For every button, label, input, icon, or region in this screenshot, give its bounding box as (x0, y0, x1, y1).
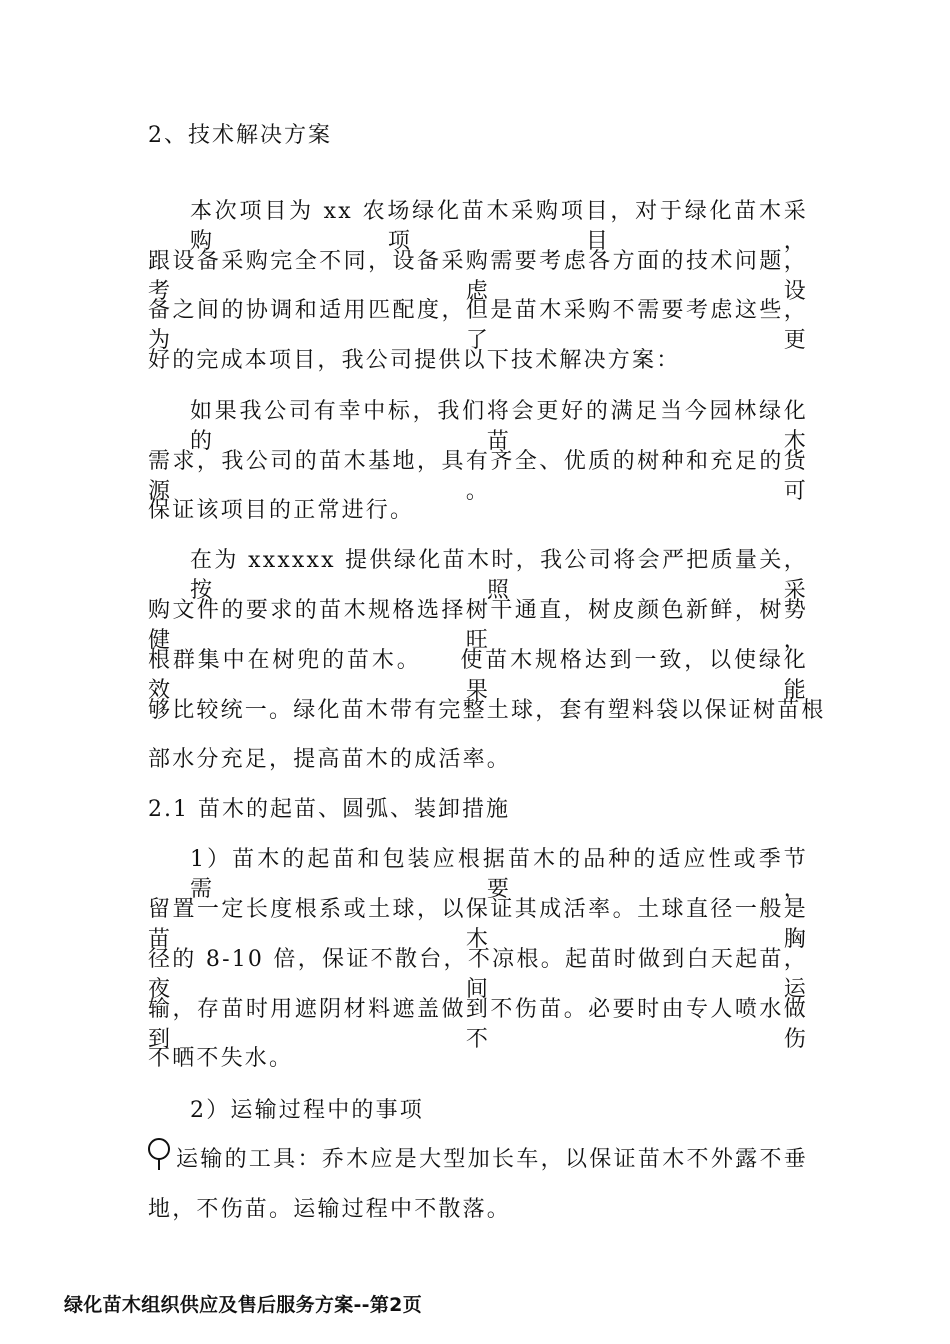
paragraph-1-line-2: 跟设备采购完全不同，设备采购需要考虑各方面的技术问题，考虑设 (148, 249, 808, 304)
item-2-line-2: 地，不伤苗。运输过程中不散落。 (148, 1197, 512, 1222)
item-2-line-1: 运输的工具：乔木应是大型加长车，以保证苗木不外露不垂 (176, 1147, 808, 1172)
paragraph-1-line-4: 好的完成本项目，我公司提供以下技术解决方案： (148, 348, 681, 373)
paragraph-2-line-1: 如果我公司有幸中标，我们将会更好的满足当今园林绿化的苗木 (190, 399, 808, 454)
paragraph-3-line-2: 购文件的要求的苗木规格选择树干通直，树皮颜色新鲜，树势健旺， (148, 598, 808, 653)
paragraph-1-line-1: 本次项目为 xx 农场绿化苗木采购项目，对于绿化苗木采购项目， (190, 199, 808, 254)
paragraph-3-line-4: 够比较统一。绿化苗木带有完整土球，套有塑料袋以保证树苗根 (148, 698, 826, 723)
item-1-line-2: 留置一定长度根系或土球，以保证其成活率。土球直径一般是苗木胸 (148, 897, 808, 952)
item-1-line-1: 1）苗木的起苗和包装应根据苗木的品种的适应性或季节需要， (190, 847, 808, 902)
circle-stem-bullet-icon (146, 1137, 172, 1171)
item-1-line-4: 输，存苗时用遮阴材料遮盖做到不伤苗。必要时由专人喷水做到不伤 (148, 997, 808, 1052)
paragraph-2-line-3: 保证该项目的正常进行。 (148, 498, 415, 523)
item-1-line-3: 径的 8-10 倍，保证不散台，不凉根。起苗时做到白天起苗，夜间运 (148, 947, 808, 1002)
paragraph-3-line-1: 在为 xxxxxx 提供绿化苗木时，我公司将会严把质量关，按照采 (190, 548, 808, 603)
item-2-heading: 2）运输过程中的事项 (190, 1098, 424, 1123)
section-heading: 2、技术解决方案 (148, 123, 332, 148)
item-1-line-5: 不晒不失水。 (148, 1046, 294, 1071)
subsection-heading: 2.1 苗木的起苗、圆弧、装卸措施 (148, 797, 510, 822)
paragraph-1-line-3: 备之间的协调和适用匹配度，但是苗木采购不需要考虑这些，为了更 (148, 298, 808, 353)
paragraph-3-line-5: 部水分充足，提高苗木的成活率。 (148, 747, 512, 772)
paragraph-3-line-3: 根群集中在树兜的苗木。 使苗木规格达到一致，以使绿化效果能 (148, 648, 808, 703)
paragraph-2-line-2: 需求，我公司的苗木基地，具有齐全、优质的树种和充足的货源。可 (148, 449, 808, 504)
page-footer: 绿化苗木组织供应及售后服务方案--第2页 (64, 1294, 422, 1316)
